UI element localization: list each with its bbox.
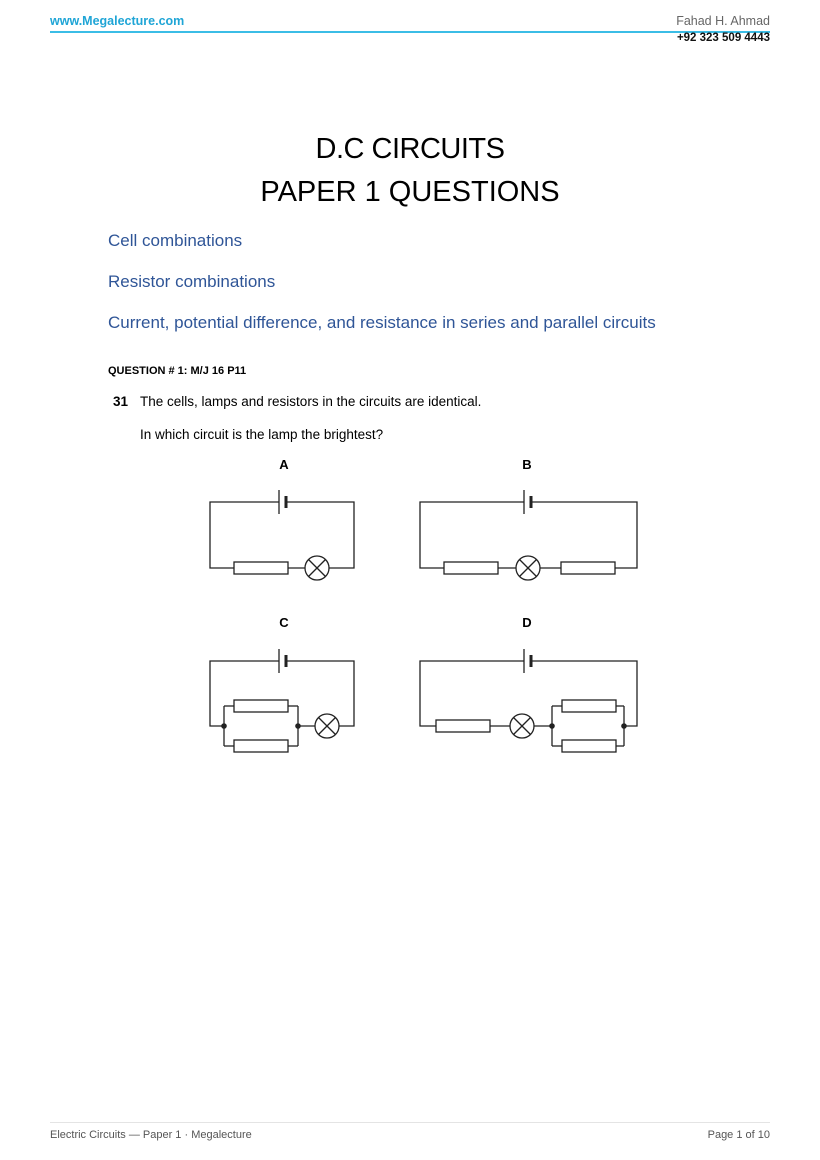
circuit-b	[420, 490, 637, 580]
question-text: The cells, lamps and resistors in the circuits are identical.	[140, 394, 482, 409]
option-label-a: A	[279, 457, 289, 472]
topic-series-parallel: Current, potential difference, and resistance in series and parallel circuits	[108, 313, 656, 332]
topic-resistor-combinations: Resistor combinations	[108, 272, 276, 291]
author-name: Fahad H. Ahmad	[676, 14, 770, 28]
question-number: 31	[113, 394, 129, 409]
option-label-d: D	[522, 615, 532, 630]
header-divider	[50, 31, 770, 33]
circuit-a	[210, 490, 354, 580]
site-link[interactable]: www.Megalecture.com	[50, 14, 185, 28]
topic-cell-combinations: Cell combinations	[108, 231, 243, 250]
page-title: D.C CIRCUITS	[315, 133, 505, 165]
option-label-b: B	[522, 457, 532, 472]
page-number: Page 1 of 10	[707, 1129, 770, 1141]
circuit-diagrams	[190, 450, 660, 770]
option-label-c: C	[279, 615, 289, 630]
phone-number: +92 323 509 4443	[676, 32, 770, 44]
footer-divider	[50, 1122, 770, 1123]
page-header	[0, 0, 820, 44]
question-prompt: In which circuit is the lamp the brightest?	[140, 427, 384, 442]
page-subtitle: PAPER 1 QUESTIONS	[260, 176, 560, 208]
footer-title: Electric Circuits — Paper 1 · Megalecture	[50, 1129, 252, 1141]
question-heading: QUESTION # 1: M/J 16 P11	[108, 365, 247, 377]
circuit-c	[210, 649, 354, 752]
circuit-d	[420, 649, 637, 752]
